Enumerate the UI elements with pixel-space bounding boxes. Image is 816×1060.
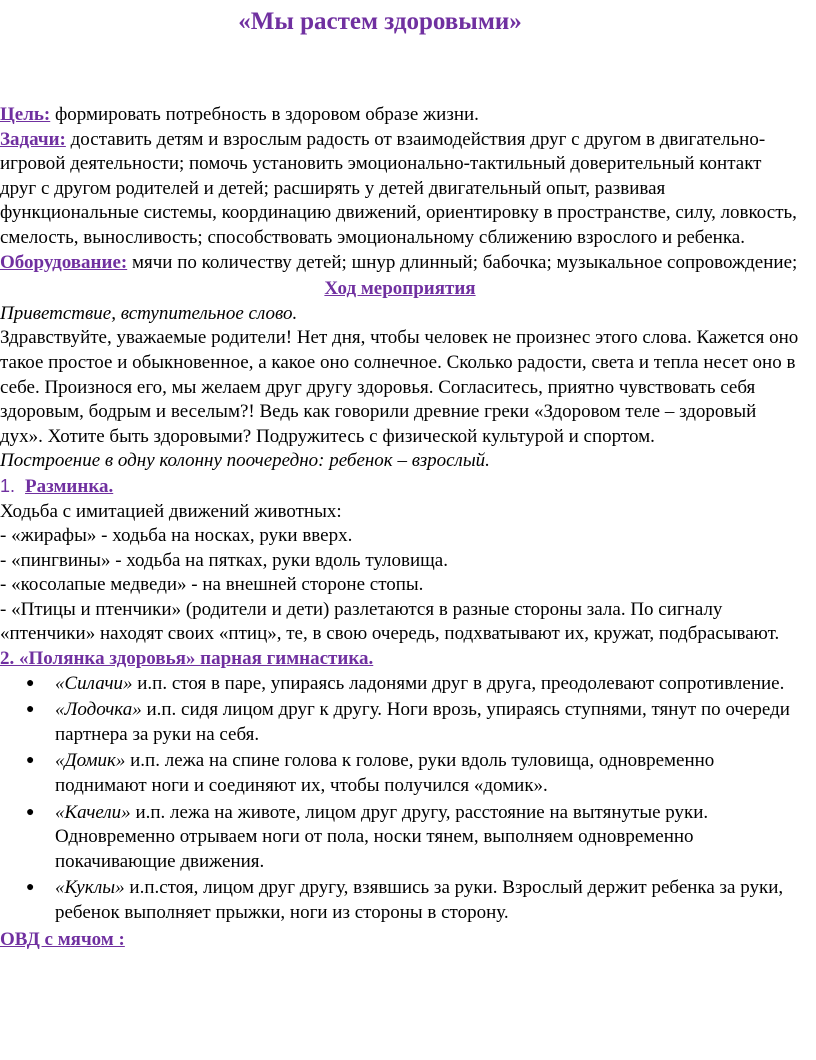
exercise-item xyxy=(0,698,800,747)
section2-heading: 2. «Полянка здоровья» парная гимнастика. xyxy=(0,648,374,670)
bullet-icon: ● xyxy=(26,675,35,691)
walking-intro: Ходьба с имитацией движений животных: xyxy=(0,500,342,522)
exercise-name: «Силачи» xyxy=(55,672,133,694)
equipment-text: мячи по количеству детей; шнур длинный; бабочка; музыкальное сопровождение; xyxy=(127,251,798,273)
goal-text: формировать потребность в здоровом образе жизни. xyxy=(50,104,479,125)
exercise-name: «Качели» xyxy=(55,801,131,823)
equipment-label: Оборудование: xyxy=(0,251,128,273)
event-heading: Ход мероприятия xyxy=(324,278,476,300)
exercise-item xyxy=(0,801,800,875)
exercise-list xyxy=(0,672,800,926)
greeting-text: Здравствуйте, уважаемые родители! Нет дня, чтобы человек не произнес этого слова. Кажется оно такое простое и обыкновенное, а какое оно солнечное. Сколько радости, света и тепла несет оно в себе. Произнося его, мы желаем друг другу здоровья. Согласитесь, приятно чувствовать себя здоровым, бодрым и веселым?! Ведь как говорили древние греки «Здоровом теле – здоровый дух». Хотите быть здоровыми? Подружитесь с физической культурой и спортом. xyxy=(0,327,799,447)
bullet-icon: ● xyxy=(26,753,35,769)
tasks-text: доставить детям и взрослым радость от взаимодействия друг с другом в двигательно-игровой деятельности; помочь установить эмоционально-тактильный доверительный контакт друг с другом родителей и детей; расширять у детей двигательный опыт, развивая функциональные системы, координацию движений, ориентировку в пространстве, силу, ловкость, смелость, выносливость; способствовать эмоциональному сближению взрослого и ребенка. xyxy=(0,128,797,248)
walking-item: - «косолапые медведи» - на внешней стороне стопы. xyxy=(0,574,424,596)
document-body xyxy=(0,103,800,952)
exercise-text: и.п. сидя лицом друг к другу. Ноги врозь, упираясь ступнями, тянут по очереди партнера за руки на себя. xyxy=(55,699,790,745)
exercise-name: «Куклы» xyxy=(55,877,125,899)
exercise-item xyxy=(0,876,800,925)
exercise-text: и.п. стоя в паре, упираясь ладонями друг в друга, преодолевают сопротивление. xyxy=(132,672,785,694)
walking-item: - «пингвины» - ходьба на пятках, руки вдоль туловища. xyxy=(0,549,448,571)
section1-number: 1. xyxy=(0,475,16,496)
bullet-icon: ● xyxy=(26,702,35,718)
exercise-name: «Лодочка» xyxy=(55,699,142,721)
formation-text: Построение в одну колонну поочередно: ребенок – взрослый. xyxy=(0,450,490,472)
equipment-paragraph xyxy=(0,251,800,276)
exercise-text: и.п.стоя, лицом друг другу, взявшись за руки. Взрослый держит ребенка за руки, ребенок выполняет прыжки, ноги из стороны в сторону. xyxy=(55,877,784,923)
goal-label: Цель: xyxy=(0,104,51,125)
exercise-name: «Домик» xyxy=(55,750,126,772)
document-title: «Мы растем здоровыми» xyxy=(238,8,522,35)
bullet-icon: ● xyxy=(26,880,35,896)
exercise-item xyxy=(0,672,800,697)
walking-item: - «Птицы и птенчики» (родители и дети) разлетаются в разные стороны зала. По сигналу «птенчики» находят своих «птиц», те, в свою очередь, подхватывают их, кружат, подбрасывают. xyxy=(0,598,780,645)
tasks-label: Задачи: xyxy=(0,128,66,150)
exercise-text: и.п. лежа на животе, лицом друг другу, расстояние на вытянутые руки. Одновременно отрываем ноги от пола, носки тянем, выполняем одновременно покачивающие движения. xyxy=(55,801,709,872)
goal-paragraph xyxy=(0,103,800,128)
section1-heading xyxy=(0,474,800,500)
walking-item: - «жирафы» - ходьба на носках, руки вверх. xyxy=(0,525,353,547)
exercise-text: и.п. лежа на спине голова к голове, руки вдоль туловища, одновременно поднимают ноги и соединяют их, чтобы получился «домик». xyxy=(55,750,715,797)
exercise-item xyxy=(0,749,800,798)
ovd-heading: ОВД с мячом : xyxy=(0,928,125,950)
section1-title: Разминка. xyxy=(25,475,114,497)
tasks-paragraph xyxy=(0,128,800,251)
greeting-intro: Приветствие, вступительное слово. xyxy=(0,302,298,324)
bullet-icon: ● xyxy=(26,804,35,820)
